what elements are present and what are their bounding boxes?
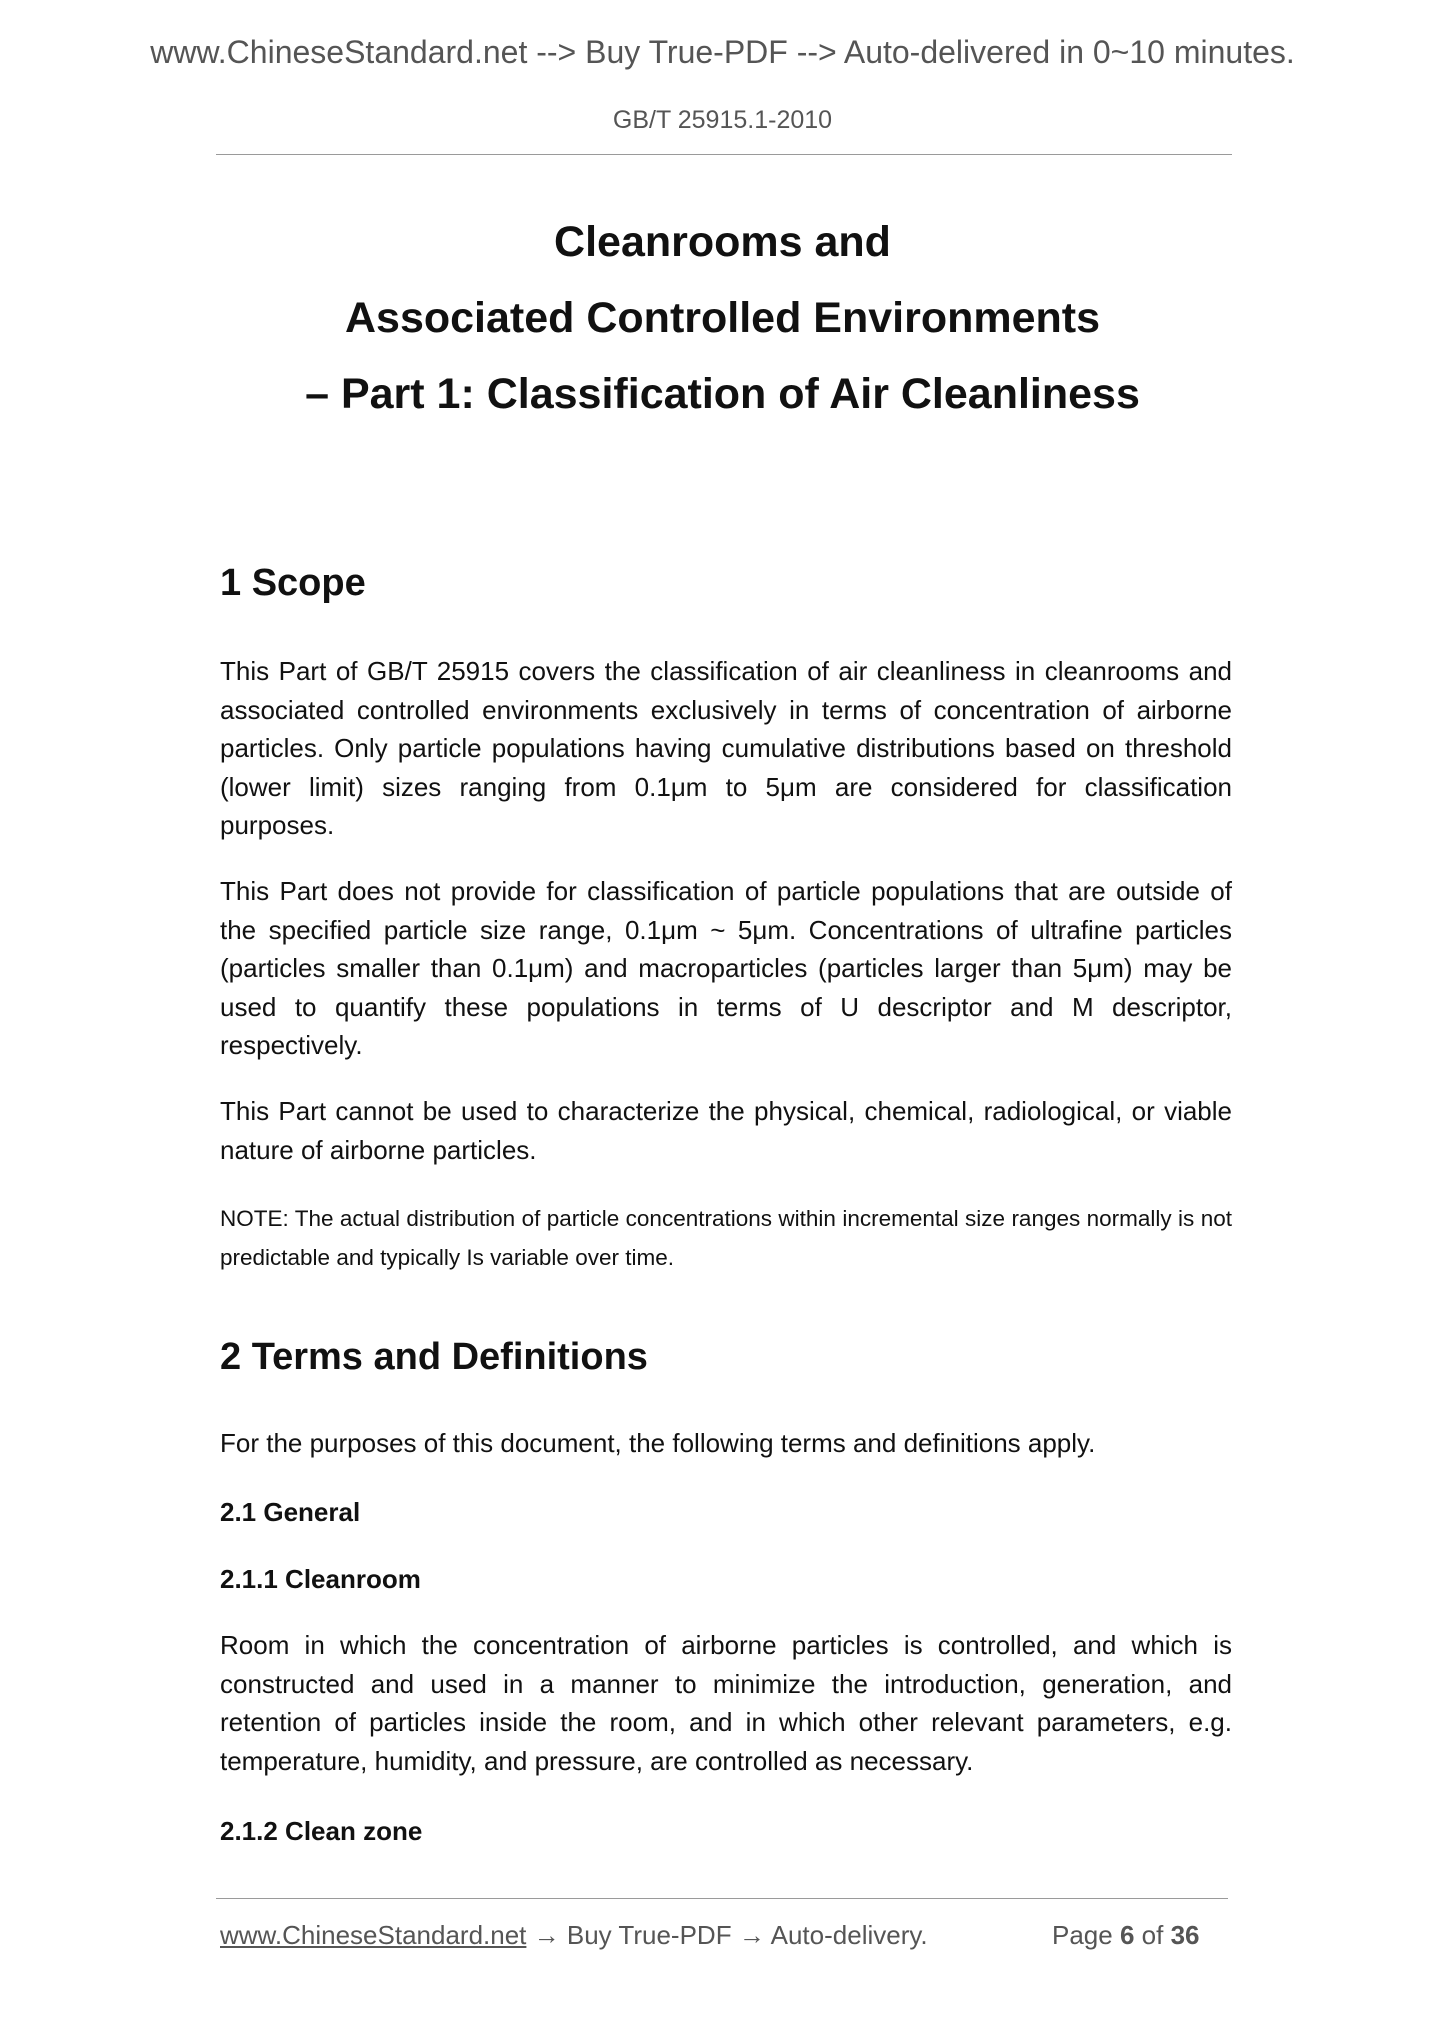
page-number: 6 — [1119, 1920, 1135, 1950]
page-indicator — [1052, 1920, 1200, 1951]
title-line-2: Associated Controlled Environments — [344, 294, 1101, 342]
definitions-intro: For the purposes of this document, the following terms and definitions apply. — [220, 1428, 1096, 1458]
footer-buy-text: Buy True-PDF — [566, 1920, 732, 1950]
footer-arrow-icon: → — [533, 1920, 560, 1950]
scope-paragraph-2: This Part does not provide for classification of particle populations that are outside of the specified particle size range, 0.1μm ~ 5μm. Concentrations of ultrafine particles (particles smaller than 0.1μm) and macroparticles (particles larger than 5μm) may be used to quantify these populations in terms of U descriptor and M descriptor, respectively. — [220, 876, 1232, 1060]
section-1-heading: 1 Scope — [220, 562, 366, 604]
of-label: of — [1141, 1920, 1164, 1950]
top-banner: www.ChineseStandard.net --> Buy True-PDF --> Auto-delivered in 0~10 minutes. — [150, 34, 1295, 70]
footer-divider — [216, 1898, 1228, 1899]
term-clean-zone-heading: 2.1.2 Clean zone — [220, 1816, 423, 1846]
footer-arrow-icon: → — [738, 1920, 765, 1950]
scope-paragraph-1: This Part of GB/T 25915 covers the classification of air cleanliness in cleanrooms and associated controlled environments exclusively in terms of concentration of airborne particles. Only particle populations having cumulative distributions based on threshold (lower limit) sizes ranging from 0.1μm to 5μm are considered for classification purposes. — [220, 656, 1232, 840]
scope-note: NOTE: The actual distribution of particle concentrations within incremental size ranges normally is not predictable and typically Is variable over time. — [220, 1206, 1232, 1270]
total-pages: 36 — [1170, 1920, 1200, 1950]
title-line-3: – Part 1: Classification of Air Cleanliness — [305, 370, 1140, 418]
footer-site-link[interactable]: www.ChineseStandard.net — [220, 1920, 527, 1950]
header-divider — [216, 154, 1232, 155]
standard-code-header: GB/T 25915.1-2010 — [612, 106, 833, 134]
term-cleanroom-definition: Room in which the concentration of airborne particles is controlled, and which is constructed and used in a manner to minimize the introduction, generation, and retention of particles inside the room, and in which other relevant parameters, e.g. temperature, humidity, and pressure, are controlled as necessary. — [220, 1630, 1232, 1776]
term-cleanroom-heading: 2.1.1 Cleanroom — [220, 1564, 421, 1594]
subsection-general-heading: 2.1 General — [220, 1497, 361, 1527]
page-label: Page — [1052, 1920, 1113, 1950]
footer-delivery-text: Auto-delivery. — [770, 1920, 928, 1950]
footer-promo — [220, 1920, 928, 1951]
title-line-1: Cleanrooms and — [554, 218, 891, 266]
scope-paragraph-3: This Part cannot be used to characterize the physical, chemical, radiological, or viable nature of airborne particles. — [220, 1096, 1232, 1165]
document-title — [0, 204, 1445, 432]
section-2-heading: 2 Terms and Definitions — [220, 1336, 648, 1378]
